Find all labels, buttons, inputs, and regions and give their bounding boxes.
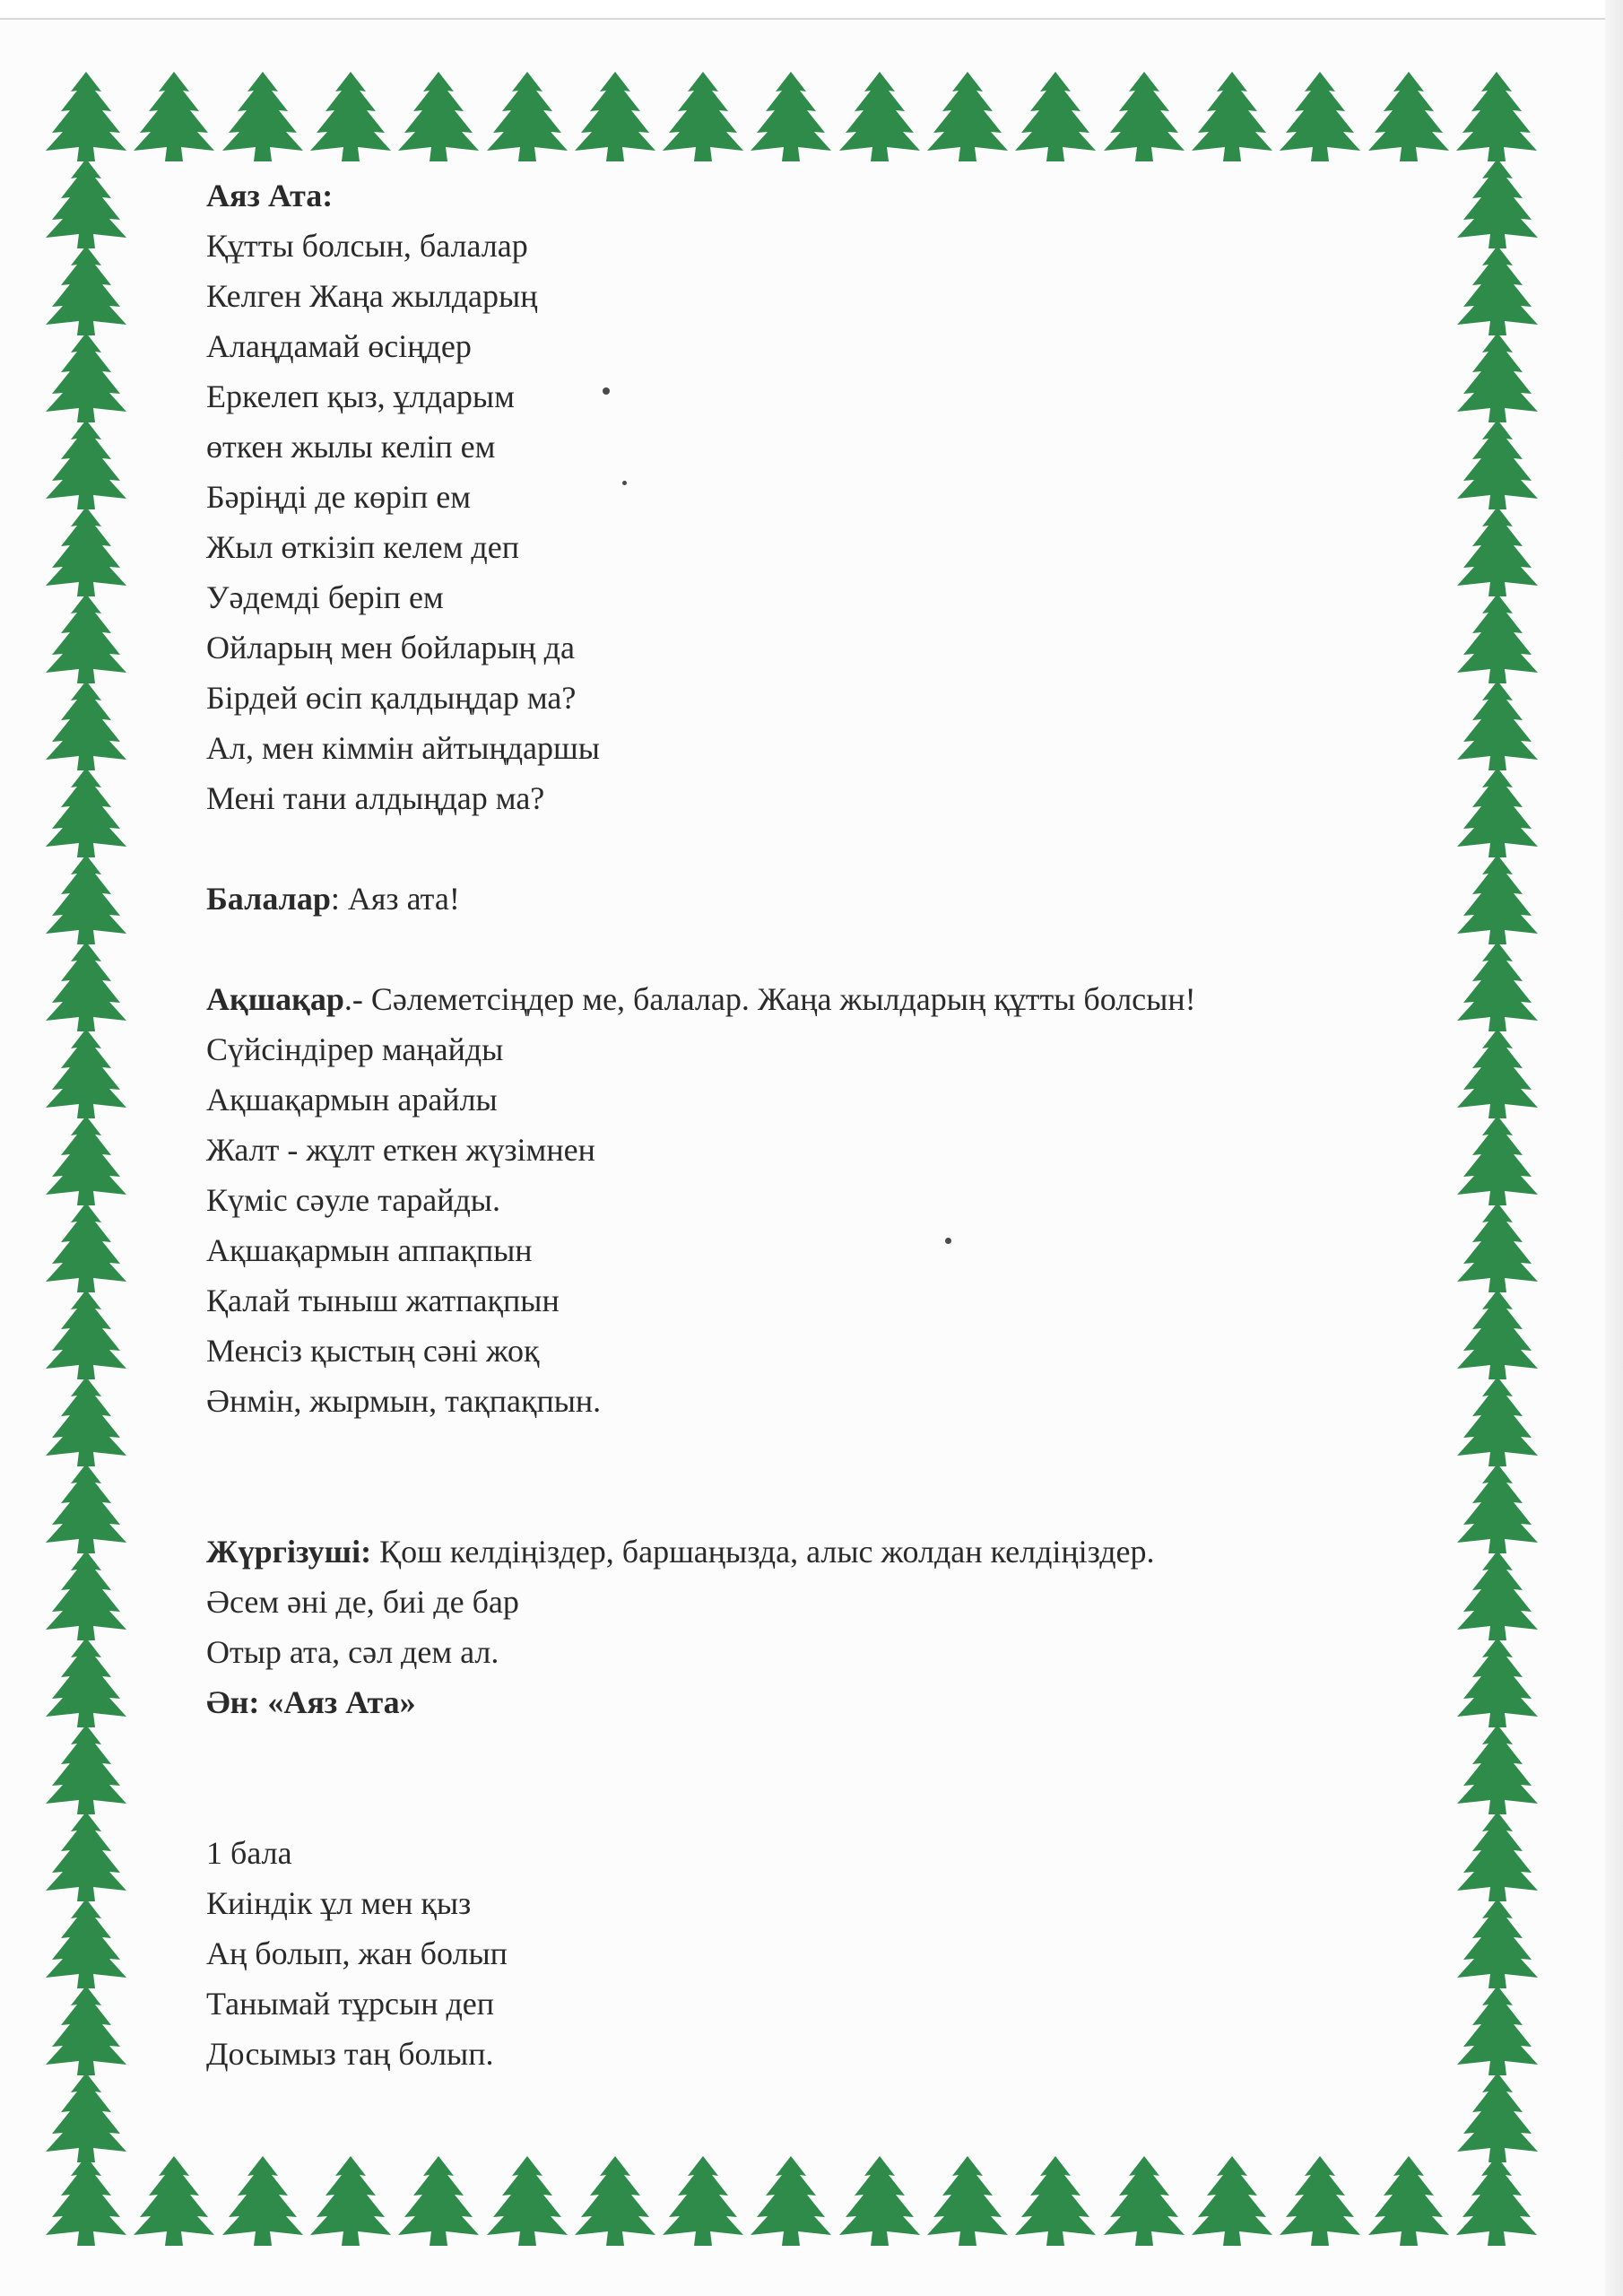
fir-tree-icon bbox=[43, 853, 129, 946]
fir-tree-icon bbox=[43, 1723, 129, 1816]
fir-tree-icon bbox=[1454, 1984, 1541, 2077]
fir-tree-icon bbox=[43, 244, 129, 337]
fir-tree-icon bbox=[43, 1984, 129, 2077]
fir-tree-icon bbox=[43, 418, 129, 511]
fir-tree-icon bbox=[308, 70, 394, 163]
stanza-gap bbox=[206, 1426, 1426, 1526]
fir-tree-icon bbox=[748, 70, 834, 163]
fir-tree-icon bbox=[43, 505, 129, 598]
fir-tree-icon bbox=[1454, 1810, 1541, 1903]
scan-speck bbox=[622, 481, 627, 485]
speaker-balalar: Балалар bbox=[206, 881, 331, 917]
poem-line: Келген Жаңа жылдарың bbox=[206, 278, 538, 314]
poem-line: өткен жылы келіп ем bbox=[206, 429, 496, 465]
greeting-text: .- Сәлеметсіңдер ме, балалар. Жаңа жылдарың құтты болсын! bbox=[343, 981, 1196, 1017]
fir-tree-icon bbox=[572, 70, 658, 163]
poem-line: Киіндік ұл мен қыз bbox=[206, 1885, 472, 1921]
fir-tree-icon bbox=[1454, 1636, 1541, 1729]
speaker-zhurgizushi: Жүргізуші: bbox=[206, 1534, 372, 1570]
fir-tree-icon bbox=[43, 2154, 129, 2248]
fir-tree-icon bbox=[43, 1549, 129, 1642]
fir-tree-icon bbox=[43, 1288, 129, 1381]
speaker-akshakar: Ақшақар bbox=[206, 981, 344, 1017]
fir-tree-icon bbox=[1277, 2154, 1363, 2248]
poem-line: Қалай тыныш жатпақпын bbox=[206, 1283, 560, 1318]
stanza-gap bbox=[206, 823, 1426, 874]
poem-line: Алаңдамай өсіңдер bbox=[206, 328, 472, 364]
fir-tree-icon bbox=[1454, 1114, 1541, 1207]
reply-line bbox=[206, 874, 1426, 924]
fir-tree-icon bbox=[43, 2071, 129, 2164]
fir-tree-icon bbox=[1454, 766, 1541, 859]
fir-tree-icon bbox=[220, 70, 306, 163]
fir-tree-icon bbox=[1101, 2154, 1187, 2248]
scan-speck bbox=[603, 387, 610, 395]
poem-line: Бәріңді де көріп ем bbox=[206, 479, 472, 515]
poem-line: Отыр ата, сәл дем ал. bbox=[206, 1634, 499, 1670]
fir-tree-icon bbox=[1454, 157, 1541, 250]
poem-line: Уәдемді беріп ем bbox=[206, 579, 444, 615]
stanza-gap bbox=[206, 1727, 1426, 1828]
fir-tree-icon bbox=[43, 592, 129, 685]
fir-tree-icon bbox=[924, 70, 1011, 163]
fir-tree-icon bbox=[837, 70, 923, 163]
poem-line: Ақшақармын арайлы bbox=[206, 1082, 498, 1118]
fir-tree-icon bbox=[1454, 70, 1540, 163]
fir-tree-icon bbox=[660, 2154, 746, 2248]
song-title: Ән: «Аяз Ата» bbox=[206, 1684, 416, 1720]
stanza-gap bbox=[206, 924, 1426, 974]
reply-text: : Аяз ата! bbox=[330, 881, 460, 917]
fir-tree-icon bbox=[1101, 70, 1187, 163]
fir-tree-icon bbox=[572, 2154, 658, 2248]
fir-tree-icon bbox=[1454, 2071, 1541, 2164]
fir-tree-icon bbox=[660, 70, 746, 163]
poem-line: Аң болып, жан болып bbox=[206, 1935, 508, 1971]
fir-tree-icon bbox=[43, 331, 129, 424]
fir-tree-icon bbox=[43, 1114, 129, 1207]
poem-line: Ақшақармын аппақпын bbox=[206, 1232, 533, 1268]
poem-line: Бірдей өсіп қалдыңдар ма? bbox=[206, 680, 577, 716]
fir-tree-icon bbox=[1454, 1201, 1541, 1294]
fir-tree-icon bbox=[43, 1462, 129, 1555]
fir-tree-icon bbox=[1454, 331, 1541, 424]
fir-tree-icon bbox=[1454, 1897, 1541, 1990]
poem-line: Еркелеп қыз, ұлдарым bbox=[206, 378, 515, 414]
fir-tree-icon bbox=[1277, 70, 1363, 163]
fir-tree-icon bbox=[1366, 70, 1452, 163]
greeting-line bbox=[206, 974, 1426, 1024]
poem-line: Сүйсіндірер маңайды bbox=[206, 1031, 504, 1067]
fir-tree-icon bbox=[43, 1375, 129, 1468]
fir-tree-icon bbox=[1454, 592, 1541, 685]
fir-tree-icon bbox=[43, 1636, 129, 1729]
fir-tree-icon bbox=[484, 2154, 570, 2248]
fir-tree-icon bbox=[43, 157, 129, 250]
fir-tree-icon bbox=[308, 2154, 394, 2248]
fir-tree-icon bbox=[131, 70, 217, 163]
fir-tree-icon bbox=[1366, 2154, 1452, 2248]
poem-line: Әсем әні де, биі де бар bbox=[206, 1584, 519, 1620]
fir-tree-icon bbox=[924, 2154, 1011, 2248]
poem-line: Жыл өткізіп келем деп bbox=[206, 529, 519, 565]
poem-line: Құтты болсын, балалар bbox=[206, 228, 528, 264]
fir-tree-icon bbox=[43, 1201, 129, 1294]
fir-tree-icon bbox=[1454, 1462, 1541, 1555]
fir-tree-icon bbox=[1454, 418, 1541, 511]
fir-tree-icon bbox=[1454, 679, 1541, 772]
fir-tree-icon bbox=[1454, 1027, 1541, 1120]
fir-tree-icon bbox=[43, 1027, 129, 1120]
fir-tree-icon bbox=[131, 2154, 217, 2248]
fir-tree-icon bbox=[1454, 1549, 1541, 1642]
poem-line: Танымай тұрсын деп bbox=[206, 1986, 495, 2022]
fir-tree-icon bbox=[484, 70, 570, 163]
fir-tree-icon bbox=[1454, 244, 1541, 337]
fir-tree-icon bbox=[1189, 2154, 1275, 2248]
poem-line: Жалт - жұлт еткен жүзімнен bbox=[206, 1132, 595, 1168]
fir-tree-icon bbox=[1454, 940, 1541, 1033]
poem-line: Әнмін, жырмын, тақпақпын. bbox=[206, 1383, 602, 1419]
fir-tree-icon bbox=[1454, 1723, 1541, 1816]
fir-tree-icon bbox=[837, 2154, 923, 2248]
fir-tree-icon bbox=[43, 1897, 129, 1990]
speaker-ayaz-ata: Аяз Ата: bbox=[206, 178, 334, 213]
document-body bbox=[206, 170, 1426, 2079]
host-text: Қош келдіңіздер, баршаңызда, алыс жолдан келдіңіздер. bbox=[371, 1534, 1155, 1570]
fir-tree-icon bbox=[1012, 70, 1098, 163]
poem-line: 1 бала bbox=[206, 1835, 292, 1871]
fir-tree-icon bbox=[43, 70, 129, 163]
fir-tree-icon bbox=[1012, 2154, 1098, 2248]
poem-line: Досымыз таң болып. bbox=[206, 2036, 494, 2072]
fir-tree-icon bbox=[1189, 70, 1275, 163]
host-line bbox=[206, 1526, 1426, 1577]
fir-tree-icon bbox=[43, 1810, 129, 1903]
fir-tree-icon bbox=[43, 940, 129, 1033]
fir-tree-icon bbox=[1454, 853, 1541, 946]
poem-line: Күміс сәуле тарайды. bbox=[206, 1182, 500, 1218]
poem-line: Менсіз қыстың сәні жоқ bbox=[206, 1333, 540, 1369]
fir-tree-icon bbox=[220, 2154, 306, 2248]
fir-tree-icon bbox=[43, 679, 129, 772]
fir-tree-icon bbox=[395, 70, 482, 163]
fir-tree-icon bbox=[1454, 1375, 1541, 1468]
poem-line: Ал, мен кіммін айтыңдаршы bbox=[206, 730, 600, 766]
fir-tree-icon bbox=[43, 766, 129, 859]
fir-tree-icon bbox=[1454, 505, 1541, 598]
poem-line: Ойларың мен бойларың да bbox=[206, 630, 575, 665]
fir-tree-icon bbox=[1454, 2154, 1540, 2248]
fir-tree-icon bbox=[395, 2154, 482, 2248]
scan-speck bbox=[945, 1238, 951, 1244]
fir-tree-icon bbox=[748, 2154, 834, 2248]
fir-tree-icon bbox=[1454, 1288, 1541, 1381]
poem-line: Мені тани алдыңдар ма? bbox=[206, 780, 545, 816]
